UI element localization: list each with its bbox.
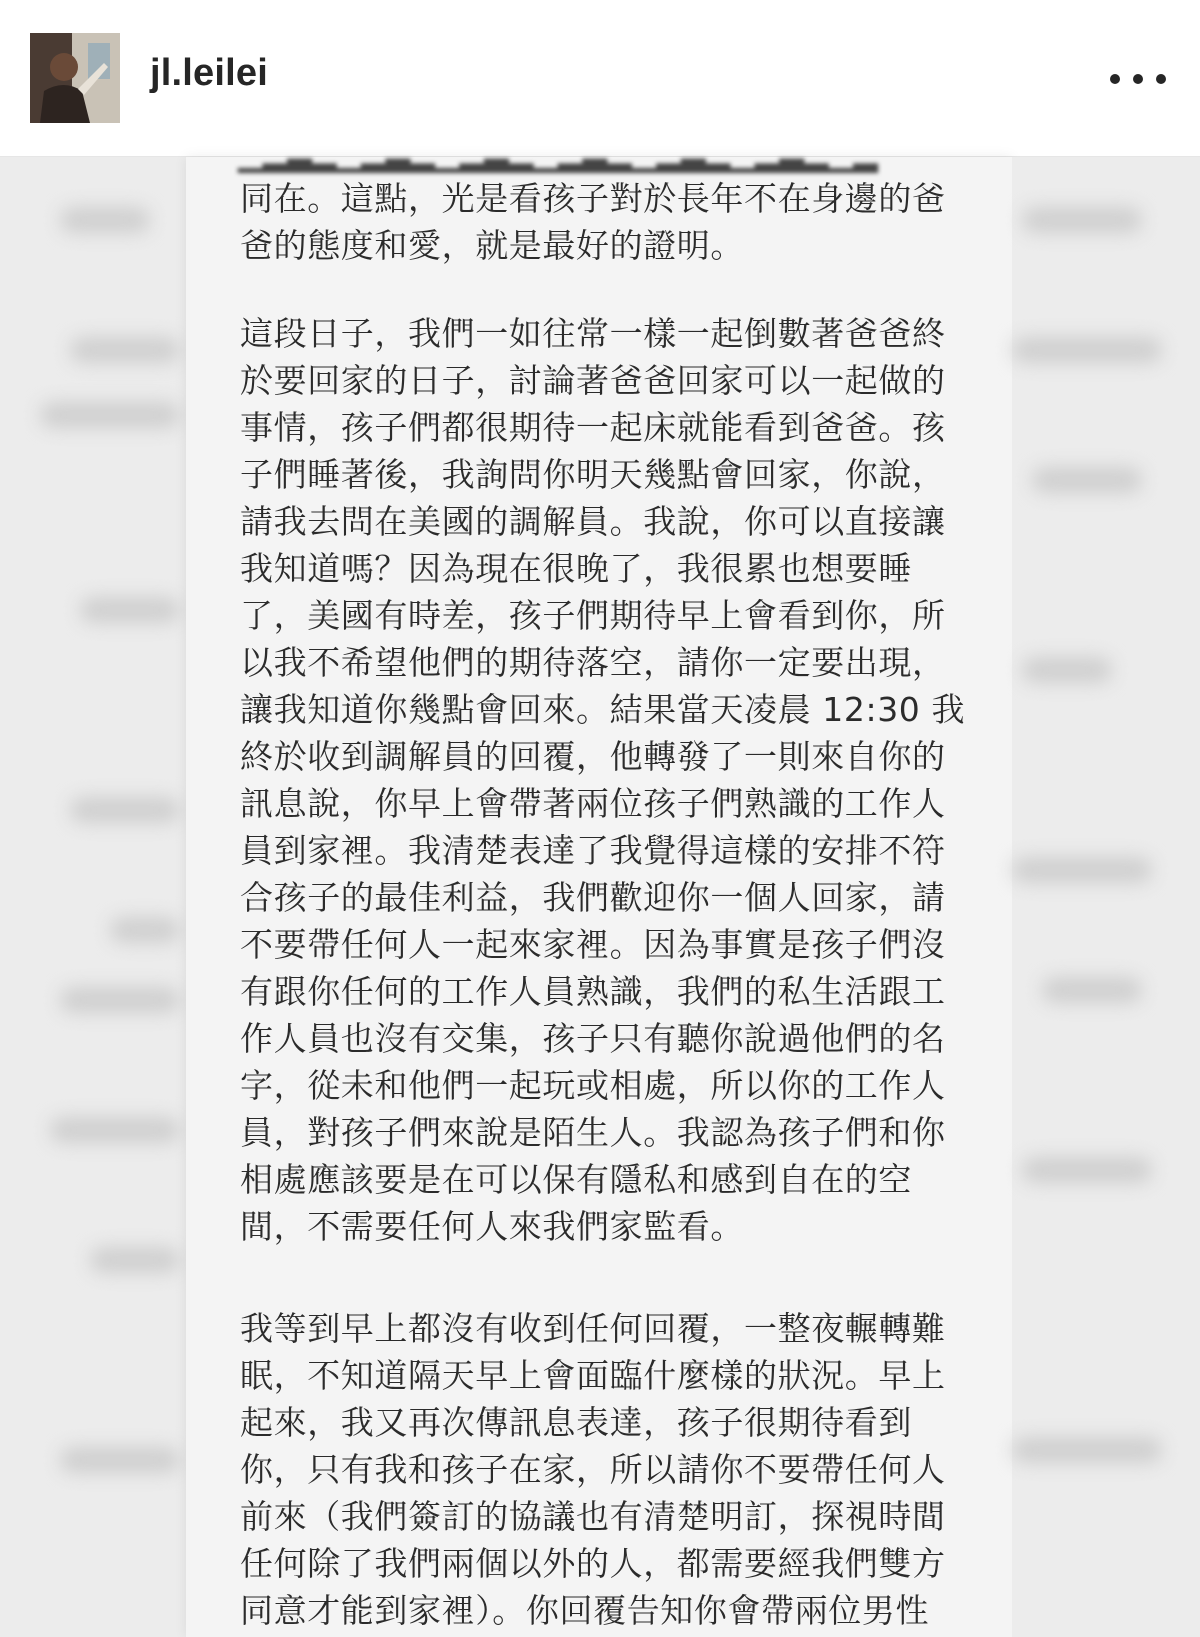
text-line: 任何除了我們兩個以外的人，都需要經我們雙方 bbox=[240, 1544, 946, 1583]
text-line: 子們睡著後，我詢問你明天幾點會回家，你說， bbox=[240, 455, 946, 494]
text-line: 讓我知道你幾點會回來。結果當天凌晨 12:30 我 bbox=[240, 690, 966, 729]
avatar[interactable] bbox=[30, 33, 120, 123]
text-line: 我知道嗎？因為現在很晚了，我很累也想要睡 bbox=[240, 549, 912, 588]
text-line: 終於收到調解員的回覆，他轉發了一則來自你的 bbox=[240, 737, 946, 776]
profile-photo-icon bbox=[30, 33, 120, 123]
text-line: 爸的態度和愛，就是最好的證明。 bbox=[240, 226, 744, 265]
text-line: 了，美國有時差，孩子們期待早上會看到你，所 bbox=[240, 596, 946, 635]
text-line: 我等到早上都沒有收到任何回覆，一整夜輾轉難 bbox=[240, 1309, 946, 1348]
text-line: 同意才能到家裡）。你回覆告知你會帶兩位男性 bbox=[240, 1591, 930, 1630]
more-options-button[interactable] bbox=[1110, 62, 1166, 96]
cropped-text-line: ▁▂▃▂▁▂▃▂▁▂▃▂▁▂▃▂▁▂▃▂▁▂▃▂▁▂ bbox=[238, 135, 878, 173]
paragraph-2 bbox=[240, 310, 966, 1250]
text-line: 這段日子，我們一如往常一樣一起倒數著爸爸終 bbox=[240, 314, 946, 353]
text-line: 訊息說，你早上會帶著兩位孩子們熟識的工作人 bbox=[240, 784, 946, 823]
text-line: 字，從未和他們一起玩或相處，所以你的工作人 bbox=[240, 1066, 946, 1105]
paragraph-3 bbox=[240, 1305, 960, 1634]
more-options-icon-dot bbox=[1156, 74, 1166, 84]
text-line: 相處應該要是在可以保有隱私和感到自在的空 bbox=[240, 1160, 912, 1199]
username[interactable]: jl.leilei bbox=[150, 52, 268, 94]
blurred-background-right bbox=[1012, 157, 1200, 1637]
text-line: 同在。這點，光是看孩子對於長年不在身邊的爸 bbox=[240, 179, 946, 218]
text-line: 你，只有我和孩子在家，所以請你不要帶任何人 bbox=[240, 1450, 946, 1489]
document-text-image bbox=[186, 135, 1012, 1637]
text-line: 起來，我又再次傳訊息表達，孩子很期待看到 bbox=[240, 1403, 912, 1442]
more-options-icon-dot bbox=[1133, 74, 1143, 84]
text-line: 員到家裡。我清楚表達了我覺得這樣的安排不符 bbox=[240, 831, 946, 870]
text-line: 合孩子的最佳利益，我們歡迎你一個人回家，請 bbox=[240, 878, 946, 917]
text-line: 不要帶任何人一起來家裡。因為事實是孩子們沒 bbox=[240, 925, 946, 964]
text-line: 請我去問在美國的調解員。我說，你可以直接讓 bbox=[240, 502, 946, 541]
text-line: 以我不希望他們的期待落空，請你一定要出現， bbox=[240, 643, 946, 682]
post-image bbox=[0, 135, 1200, 1637]
text-line: 眠，不知道隔天早上會面臨什麼樣的狀況。早上 bbox=[240, 1356, 946, 1395]
text-line: 有跟你任何的工作人員熟識，我們的私生活跟工 bbox=[240, 972, 946, 1011]
text-line: 作人員也沒有交集，孩子只有聽你說過他們的名 bbox=[240, 1019, 946, 1058]
text-line: 員，對孩子們來說是陌生人。我認為孩子們和你 bbox=[240, 1113, 946, 1152]
more-options-icon bbox=[1110, 74, 1120, 84]
text-line: 前來（我們簽訂的協議也有清楚明訂，探視時間 bbox=[240, 1497, 946, 1536]
text-line: 間，不需要任何人來我們家監看。 bbox=[240, 1207, 744, 1246]
paragraph-1 bbox=[240, 175, 960, 269]
post-header bbox=[0, 0, 1200, 157]
blurred-background-left bbox=[0, 157, 186, 1637]
text-line: 於要回家的日子，討論著爸爸回家可以一起做的 bbox=[240, 361, 946, 400]
text-line: 事情，孩子們都很期待一起床就能看到爸爸。孩 bbox=[240, 408, 946, 447]
